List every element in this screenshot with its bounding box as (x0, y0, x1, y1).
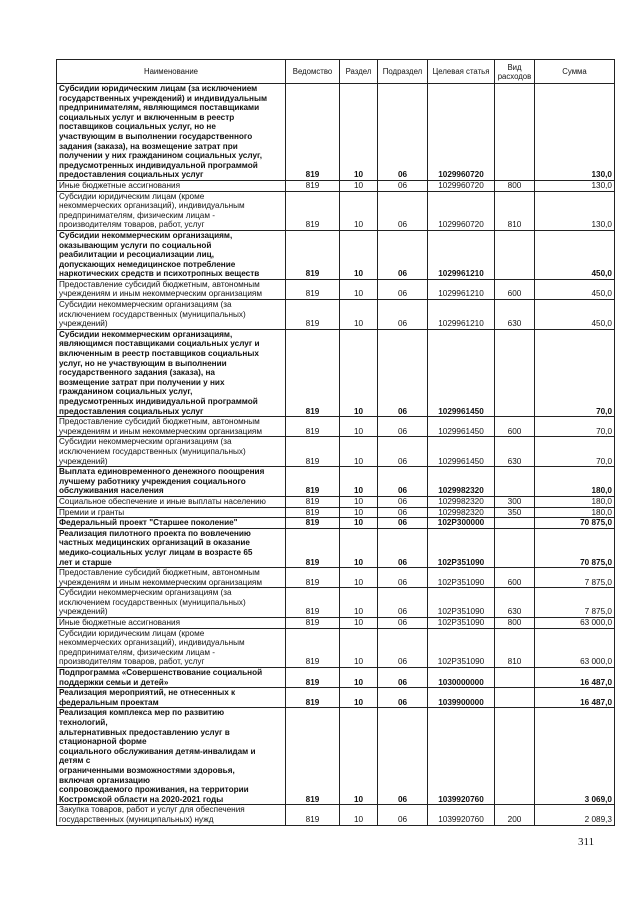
row-section: 10 (340, 568, 378, 588)
row-expense-type: 600 (495, 568, 535, 588)
row-amount: 180,0 (535, 507, 615, 518)
row-department: 819 (286, 628, 340, 667)
row-expense-type (495, 84, 535, 181)
row-target: 1029961210 (428, 279, 495, 299)
row-section: 10 (340, 300, 378, 330)
row-subsection: 06 (378, 84, 428, 181)
row-section: 10 (340, 180, 378, 191)
row-target: 1029982320 (428, 507, 495, 518)
table-row (57, 417, 615, 437)
row-department: 819 (286, 191, 340, 230)
row-section: 10 (340, 437, 378, 467)
row-target: 102P351090 (428, 628, 495, 667)
table-row (57, 805, 615, 825)
row-amount: 450,0 (535, 279, 615, 299)
row-expense-type: 630 (495, 588, 535, 618)
table-row (57, 568, 615, 588)
row-expense-type: 630 (495, 300, 535, 330)
table-row (57, 84, 615, 181)
row-amount: 70 875,0 (535, 528, 615, 567)
row-section: 10 (340, 528, 378, 567)
row-section: 10 (340, 84, 378, 181)
row-section: 10 (340, 618, 378, 629)
header-target: Целевая статья (428, 60, 495, 84)
row-section: 10 (340, 496, 378, 507)
row-subsection: 06 (378, 191, 428, 230)
row-amount: 70,0 (535, 329, 615, 416)
row-expense-type (495, 518, 535, 529)
row-name: Субсидии некоммерческим организациям, являющимся поставщиками социальных услуг и включенным в реестр поставщиков социальных услуг, но не участвующим в выполнении государственного задания (заказа), на возмещение затрат при получении у них гражданином социальных услуг, предусмотренных индивидуальной программой предоставления социальных услуг (57, 329, 286, 416)
row-department: 819 (286, 528, 340, 567)
row-subsection: 06 (378, 279, 428, 299)
row-subsection: 06 (378, 708, 428, 805)
table-row (57, 467, 615, 497)
row-amount: 180,0 (535, 467, 615, 497)
row-section: 10 (340, 805, 378, 825)
row-subsection: 06 (378, 300, 428, 330)
row-subsection: 06 (378, 437, 428, 467)
row-department: 819 (286, 805, 340, 825)
row-name: Субсидии некоммерческим организациям (за исключением государственных (муниципальных) учреждений) (57, 588, 286, 618)
table-row (57, 507, 615, 518)
row-department: 819 (286, 507, 340, 518)
row-subsection: 06 (378, 507, 428, 518)
row-expense-type (495, 528, 535, 567)
row-expense-type (495, 708, 535, 805)
row-expense-type: 300 (495, 496, 535, 507)
row-expense-type: 200 (495, 805, 535, 825)
table-row (57, 688, 615, 708)
row-amount: 16 487,0 (535, 688, 615, 708)
row-expense-type (495, 467, 535, 497)
row-section: 10 (340, 708, 378, 805)
row-department: 819 (286, 417, 340, 437)
table-row (57, 230, 615, 279)
table-row (57, 628, 615, 667)
row-department: 819 (286, 568, 340, 588)
table-row (57, 618, 615, 629)
row-name: Субсидии юридическим лицам (за исключением государственных учреждений) и индивидуальным предпринимателям, являющимся поставщиками социальных услуг и включенным в реестр поставщиков социальных услуг, но не участвующим в выполнении государственного задания (заказа), на возмещение затрат при получении у них гражданином социальных услуг, предусмотренных индивидуальной программой предоставления социальных услуг (57, 84, 286, 181)
row-expense-type (495, 329, 535, 416)
row-department: 819 (286, 329, 340, 416)
row-name: Реализация пилотного проекта по вовлечению частных медицинских организаций в оказание медико-социальных услуг лицам в возрасте 65 лет и старше (57, 528, 286, 567)
row-expense-type (495, 230, 535, 279)
row-amount: 180,0 (535, 496, 615, 507)
header-amount: Сумма (535, 60, 615, 84)
table-row (57, 528, 615, 567)
row-section: 10 (340, 688, 378, 708)
row-target: 102P351090 (428, 588, 495, 618)
row-subsection: 06 (378, 588, 428, 618)
header-name: Наименование (57, 60, 286, 84)
row-expense-type: 600 (495, 279, 535, 299)
table-row (57, 437, 615, 467)
row-department: 819 (286, 588, 340, 618)
row-subsection: 06 (378, 496, 428, 507)
table-header-row (57, 60, 615, 84)
row-expense-type: 350 (495, 507, 535, 518)
row-target: 1030000000 (428, 668, 495, 688)
row-section: 10 (340, 329, 378, 416)
row-department: 819 (286, 300, 340, 330)
row-target: 1039920760 (428, 805, 495, 825)
row-expense-type: 800 (495, 180, 535, 191)
row-section: 10 (340, 588, 378, 618)
row-expense-type (495, 688, 535, 708)
row-subsection: 06 (378, 417, 428, 437)
row-name: Субсидии некоммерческим организациям, оказывающим услуги по социальной реабилитации и ресоциализации лиц, допускающих немедицинское потребление наркотических средств и психотропных веществ (57, 230, 286, 279)
row-name: Выплата единовременного денежного поощрения лучшему работнику учреждения социального обслуживания населения (57, 467, 286, 497)
row-name: Реализация комплекса мер по развитию технологий, альтернативных предоставлению услуг в стационарной форме социального обслуживания детям-инвалидам и детям с ограниченными возможностями здоровья, включая организацию сопровождаемого проживания, на территории Костромской области на 2020-2021 годы (57, 708, 286, 805)
row-section: 10 (340, 628, 378, 667)
row-target: 1029961210 (428, 230, 495, 279)
row-amount: 16 487,0 (535, 668, 615, 688)
row-department: 819 (286, 279, 340, 299)
row-subsection: 06 (378, 329, 428, 416)
row-target: 1029960720 (428, 180, 495, 191)
row-name: Субсидии некоммерческим организациям (за исключением государственных (муниципальных) учреждений) (57, 437, 286, 467)
row-department: 819 (286, 518, 340, 529)
row-name: Субсидии некоммерческим организациям (за исключением государственных (муниципальных) учреждений) (57, 300, 286, 330)
row-amount: 130,0 (535, 84, 615, 181)
row-expense-type: 810 (495, 191, 535, 230)
row-amount: 70,0 (535, 437, 615, 467)
header-department: Ведомство (286, 60, 340, 84)
row-target: 1039920760 (428, 708, 495, 805)
row-target: 1029960720 (428, 84, 495, 181)
table-body (57, 84, 615, 826)
row-name: Реализация мероприятий, не отнесенных к федеральным проектам (57, 688, 286, 708)
header-section: Раздел (340, 60, 378, 84)
row-department: 819 (286, 668, 340, 688)
header-expense-type: Вид расходов (495, 60, 535, 84)
row-amount: 7 875,0 (535, 568, 615, 588)
row-subsection: 06 (378, 230, 428, 279)
row-name: Предоставление субсидий бюджетным, автономным учреждениям и иным некоммерческим организациям (57, 568, 286, 588)
row-target: 1029982320 (428, 496, 495, 507)
row-amount: 63 000,0 (535, 628, 615, 667)
row-target: 1029961450 (428, 329, 495, 416)
row-expense-type: 630 (495, 437, 535, 467)
table-row (57, 588, 615, 618)
row-subsection: 06 (378, 668, 428, 688)
row-section: 10 (340, 507, 378, 518)
row-subsection: 06 (378, 528, 428, 567)
row-subsection: 06 (378, 628, 428, 667)
row-target: 1029961450 (428, 417, 495, 437)
row-department: 819 (286, 688, 340, 708)
row-subsection: 06 (378, 568, 428, 588)
row-amount: 3 069,0 (535, 708, 615, 805)
row-target: 1039900000 (428, 688, 495, 708)
row-target: 102P351090 (428, 618, 495, 629)
row-name: Закупка товаров, работ и услуг для обеспечения государственных (муниципальных) нужд (57, 805, 286, 825)
row-subsection: 06 (378, 467, 428, 497)
row-amount: 130,0 (535, 180, 615, 191)
row-name: Предоставление субсидий бюджетным, автономным учреждениям и иным некоммерческим организациям (57, 279, 286, 299)
row-target: 1029961210 (428, 300, 495, 330)
table-row (57, 518, 615, 529)
table-row (57, 279, 615, 299)
row-expense-type (495, 668, 535, 688)
row-expense-type: 810 (495, 628, 535, 667)
row-subsection: 06 (378, 805, 428, 825)
row-subsection: 06 (378, 618, 428, 629)
row-amount: 63 000,0 (535, 618, 615, 629)
row-subsection: 06 (378, 688, 428, 708)
table-row (57, 180, 615, 191)
page-number: 311 (578, 836, 595, 848)
row-name: Предоставление субсидий бюджетным, автономным учреждениям и иным некоммерческим организациям (57, 417, 286, 437)
row-name: Федеральный проект "Старшее поколение" (57, 518, 286, 529)
row-department: 819 (286, 708, 340, 805)
row-section: 10 (340, 191, 378, 230)
row-target: 1029960720 (428, 191, 495, 230)
row-department: 819 (286, 467, 340, 497)
row-target: 1029961450 (428, 437, 495, 467)
row-section: 10 (340, 668, 378, 688)
row-subsection: 06 (378, 518, 428, 529)
row-name: Субсидии юридическим лицам (кроме некоммерческих организаций), индивидуальным предпринимателям, физическим лицам - производителям товаров, работ, услуг (57, 628, 286, 667)
row-amount: 7 875,0 (535, 588, 615, 618)
row-name: Иные бюджетные ассигнования (57, 618, 286, 629)
row-amount: 450,0 (535, 300, 615, 330)
row-target: 102P351090 (428, 568, 495, 588)
budget-table (56, 59, 615, 826)
row-target: 102P300000 (428, 518, 495, 529)
row-expense-type: 600 (495, 417, 535, 437)
row-section: 10 (340, 279, 378, 299)
table-row (57, 668, 615, 688)
row-section: 10 (340, 467, 378, 497)
row-department: 819 (286, 437, 340, 467)
row-name: Социальное обеспечение и иные выплаты населению (57, 496, 286, 507)
row-amount: 2 089,3 (535, 805, 615, 825)
header-subsection: Подраздел (378, 60, 428, 84)
row-department: 819 (286, 230, 340, 279)
table-row (57, 329, 615, 416)
row-department: 819 (286, 180, 340, 191)
row-name: Премии и гранты (57, 507, 286, 518)
row-expense-type: 800 (495, 618, 535, 629)
row-section: 10 (340, 417, 378, 437)
row-section: 10 (340, 230, 378, 279)
table-row (57, 496, 615, 507)
row-department: 819 (286, 618, 340, 629)
row-subsection: 06 (378, 180, 428, 191)
row-name: Подпрограмма «Совершенствование социальной поддержки семьи и детей» (57, 668, 286, 688)
row-amount: 70,0 (535, 417, 615, 437)
row-amount: 450,0 (535, 230, 615, 279)
row-department: 819 (286, 84, 340, 181)
row-name: Иные бюджетные ассигнования (57, 180, 286, 191)
row-amount: 70 875,0 (535, 518, 615, 529)
row-target: 102P351090 (428, 528, 495, 567)
table-row (57, 708, 615, 805)
row-section: 10 (340, 518, 378, 529)
row-amount: 130,0 (535, 191, 615, 230)
row-name: Субсидии юридическим лицам (кроме некоммерческих организаций), индивидуальным предпринимателям, физическим лицам - производителям товаров, работ, услуг (57, 191, 286, 230)
table-row (57, 191, 615, 230)
table-row (57, 300, 615, 330)
row-target: 1029982320 (428, 467, 495, 497)
row-department: 819 (286, 496, 340, 507)
